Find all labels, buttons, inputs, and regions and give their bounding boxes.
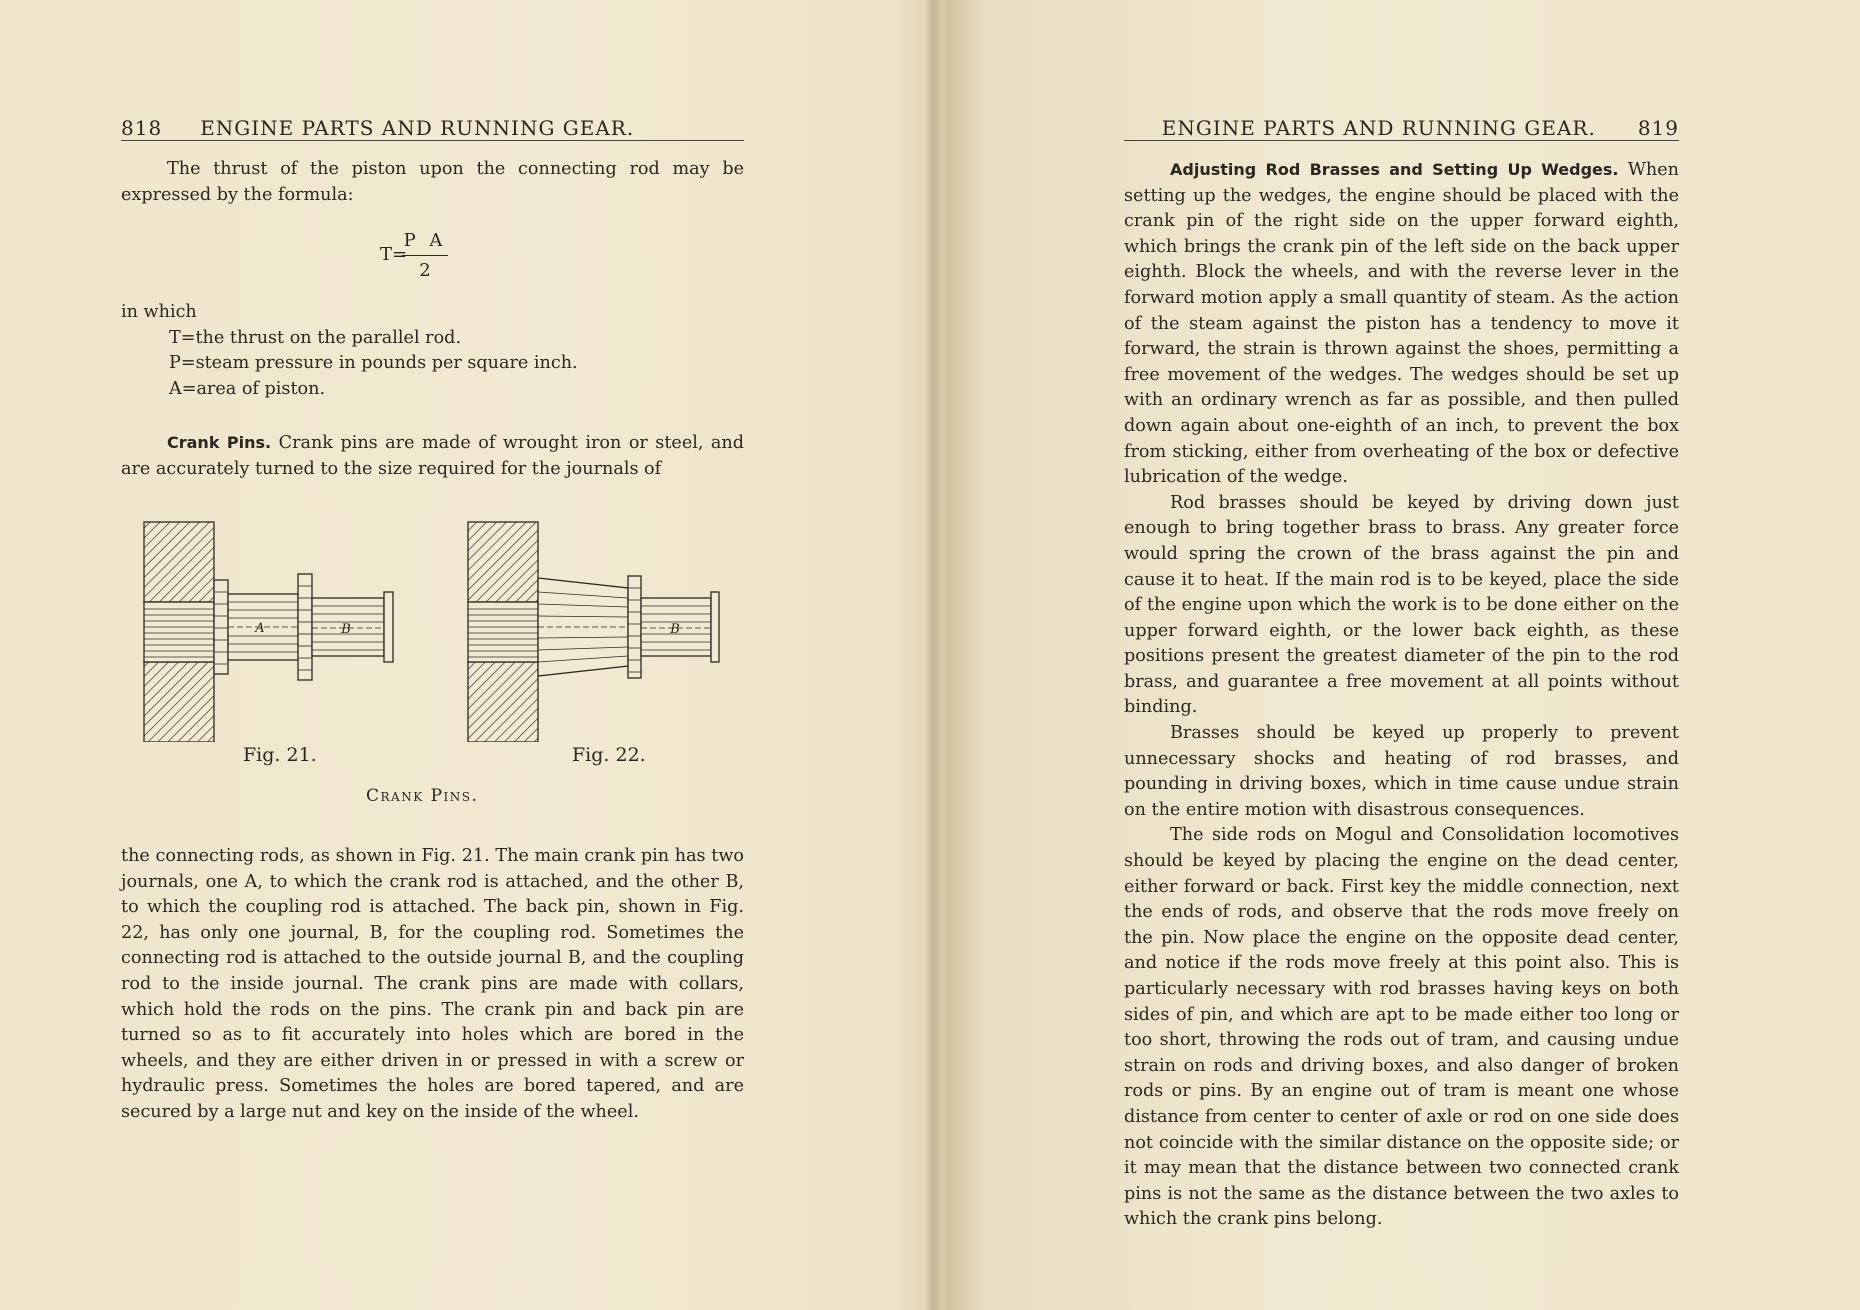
adjusting-rod-brasses-heading: Adjusting Rod Brasses and Setting Up Wedges. bbox=[1170, 160, 1619, 179]
definition-item: A=area of piston. bbox=[169, 378, 326, 399]
right-page-number: 819 bbox=[1637, 116, 1679, 140]
definitions-block bbox=[121, 300, 744, 402]
crank-pins-paragraph bbox=[121, 430, 744, 482]
right-running-head bbox=[1124, 104, 1679, 141]
fig21-label-b: B bbox=[341, 622, 351, 637]
definitions-list bbox=[169, 326, 744, 403]
intro-paragraph: The thrust of the piston upon the connecting rod may be expressed by the formula: bbox=[121, 159, 744, 205]
continuation-paragraph: the connecting rods, as shown in Fig. 21. The main crank pin has two journals, one A, to which the crank rod is attached, and the other B, to which the coupling rod is attached. The back pin, shown in Fig. 22, has only one journal, B, for the coupling rod. Sometimes the connecting rod is attached to the outside journal B, and the coupling rod to the inside journal. The crank pins are made with collars, which hold the rods on the pins. The crank pin and back pin are turned so as to fit accurately into holes which are bored in the wheels, and they are either driven in or pressed in with a screw or hydraulic press. Sometimes the holes are bored tapered, and are secured by a large nut and key on the inside of the wheel. bbox=[121, 846, 744, 1122]
crank-pins-figures bbox=[120, 512, 750, 812]
paragraph-text: When setting up the wedges, the engine should be placed with the crank pin of the right side on the upper forward eighth, which brings the crank pin of the left side on the back upper eighth. Block the wheels, and with the reverse lever in the forward motion apply a small quantity of steam. As the action of the steam against the piston has a tendency to move it forward, the strain is thrown against the shoes, permitting a free movement of the wedges. The wedges should be set up with an ordinary wrench as far as possible, and then pulled down again about one-eighth of an inch, to prevent the box from sticking, either from overheating of the box or defective lubrication of the wedge. bbox=[1124, 160, 1680, 488]
fig22-caption: Fig. 22. bbox=[572, 744, 646, 766]
in-which-label: in which bbox=[121, 302, 197, 322]
body-paragraph bbox=[1124, 157, 1679, 491]
definition-item: T=the thrust on the parallel rod. bbox=[169, 327, 462, 348]
formula-numerator: P A bbox=[403, 230, 447, 251]
left-running-head bbox=[121, 104, 744, 141]
crank-pins-heading: Crank Pins. bbox=[167, 433, 272, 452]
right-page bbox=[930, 0, 1860, 1310]
right-body-text bbox=[1124, 157, 1679, 1233]
right-running-title: ENGINE PARTS AND RUNNING GEAR. bbox=[1161, 116, 1596, 140]
left-running-title: ENGINE PARTS AND RUNNING GEAR. bbox=[200, 116, 635, 140]
definition-item: P=steam pressure in pounds per square inch. bbox=[169, 353, 578, 374]
fig21-caption: Fig. 21. bbox=[243, 744, 317, 766]
fig21-drawing bbox=[144, 522, 393, 742]
fig21-label-a: A bbox=[255, 621, 265, 636]
crank-pin-drawings bbox=[120, 512, 750, 742]
left-page-number: 818 bbox=[121, 116, 163, 140]
figures-title: Crank Pins. bbox=[366, 786, 479, 806]
formula-fraction-bar bbox=[402, 255, 448, 256]
fig22-label-b: B bbox=[670, 622, 680, 637]
crank-pins-text: Crank pins are made of wrought iron or steel, and are accurately turned to the size required for the journals of bbox=[121, 433, 745, 479]
thrust-formula bbox=[380, 230, 480, 290]
body-paragraph: Brasses should be keyed up properly to prevent unnecessary shocks and heating of rod brasses, and pounding in driving boxes, which in time cause undue strain on the entire motion with disastrous consequences. bbox=[1124, 723, 1679, 820]
body-paragraph: Rod brasses should be keyed by driving down just enough to bring together brass to brass. Any greater force would spring the crown of the brass against the pin and cause it to heat. If the main rod is to be keyed, place the side of the engine upon which the work is to be done either on the upper forward eighth, or the lower back eighth, as these positions present the greatest diameter of the pin to the rod brass, and guarantee a free movement at all points without binding. bbox=[1124, 492, 1679, 718]
body-paragraph: The side rods on Mogul and Consolidation locomotives should be keyed by placing the engine on the dead center, either forward or back. First key the middle connection, next the ends of rods, and observe that the rods move freely on the pin. Now place the engine on the opposite dead center, and notice if the rods move freely at this point also. This is particularly necessary with rod brasses having keys on both sides of pin, and which are apt to be made either too long or too short, throwing the rods out of tram, and causing undue strain on rods and driving boxes, and also danger of broken rods or pins. By an engine out of tram is meant one whose distance from center to center of axle or rod on one side does not coincide with the similar distance on the opposite side; or it may mean that the distance between two connected crank pins is not the same as the distance between the two axles to which the crank pins belong. bbox=[1124, 825, 1679, 1230]
formula-denominator: 2 bbox=[419, 260, 431, 281]
formula-lhs: T= bbox=[380, 244, 408, 265]
fig22-drawing bbox=[468, 522, 719, 742]
